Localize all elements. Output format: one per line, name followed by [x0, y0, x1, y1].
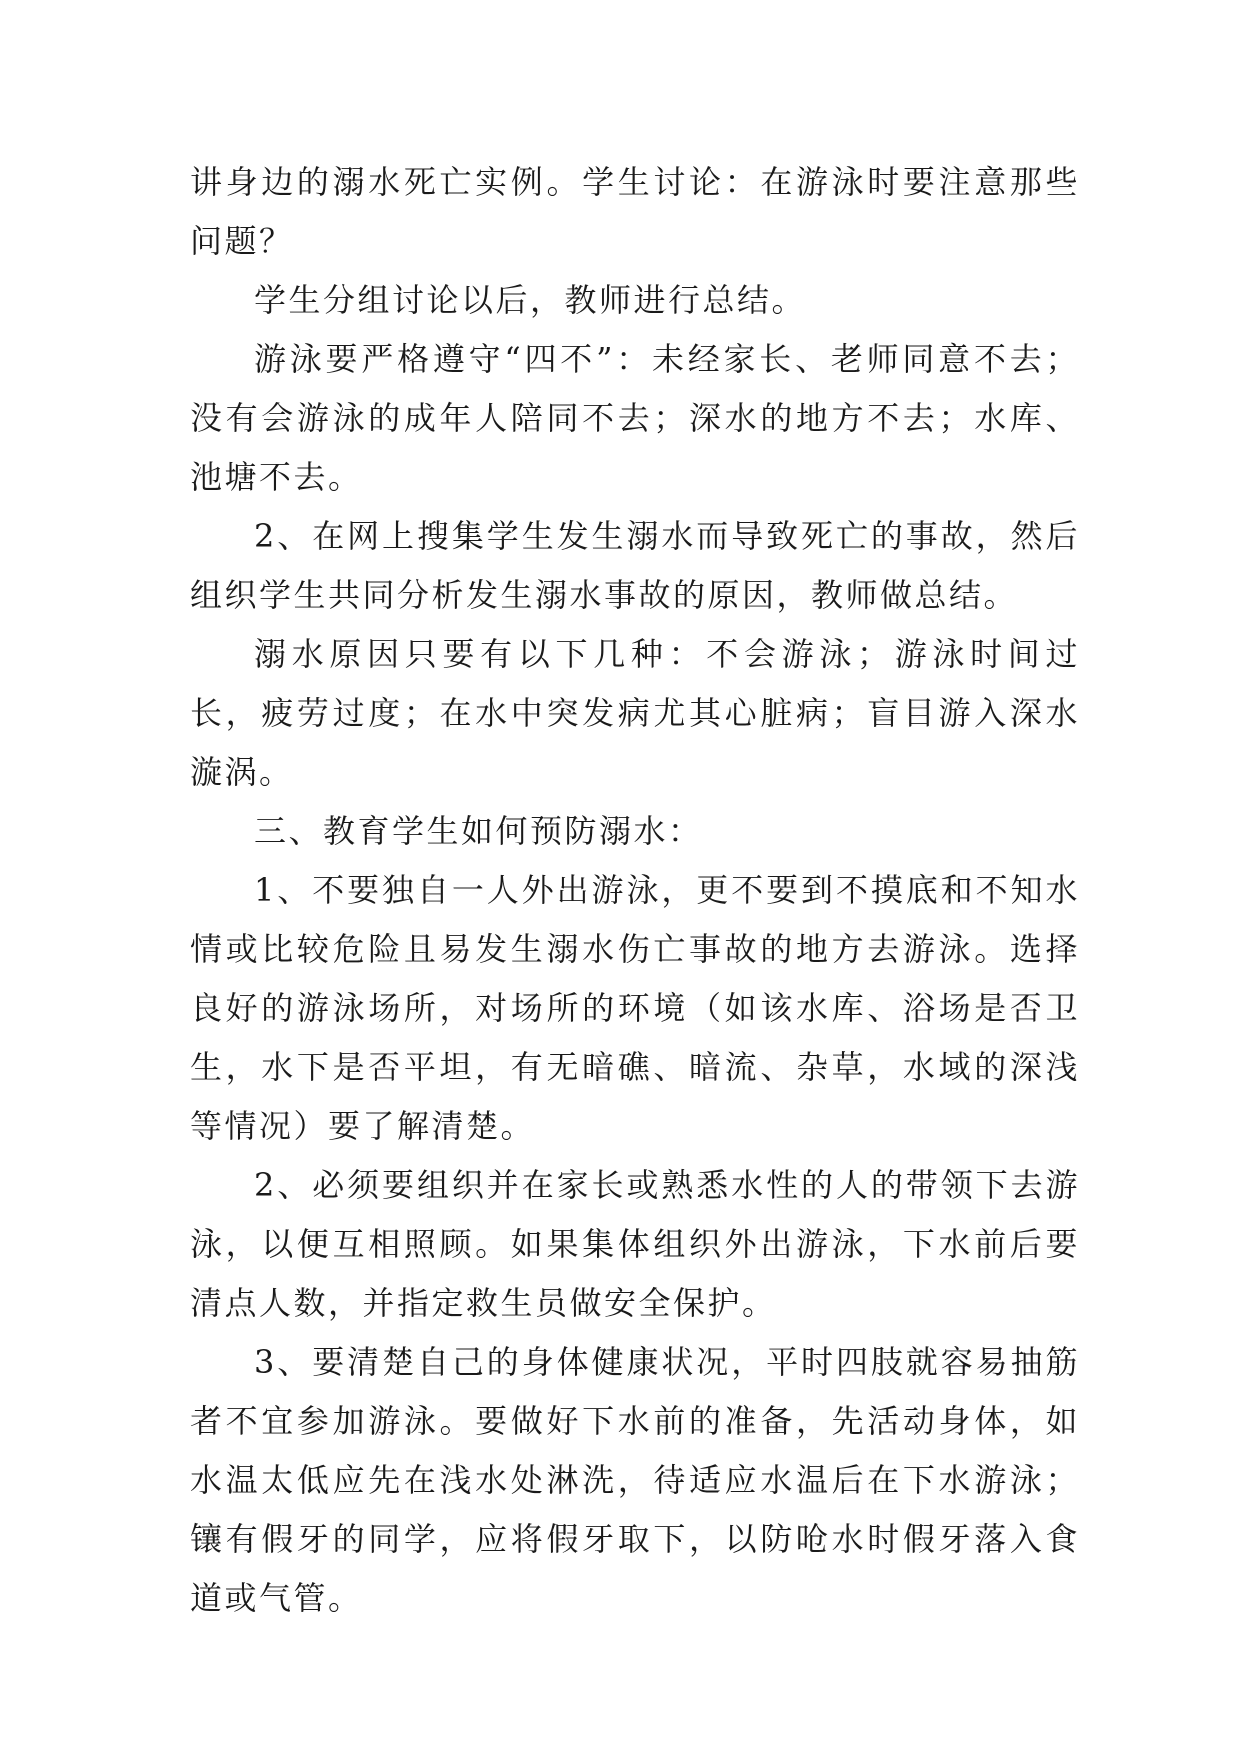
paragraph-5: 溺水原因只要有以下几种：不会游泳；游泳时间过长，疲劳过度；在水中突发病尤其心脏病；盲目游入深水漩涡。 [190, 635, 1080, 791]
section-heading: 三、教育学生如何预防溺水： [254, 812, 703, 850]
paragraph-3: 游泳要严格遵守“四不”：未经家长、老师同意不去；没有会游泳的成年人陪同不去；深水的地方不去；水库、池塘不去。 [190, 340, 1080, 496]
document-body [190, 153, 1080, 1628]
paragraph-8: 2、必须要组织并在家长或熟悉水性的人的带领下去游泳，以便互相照顾。如果集体组织外出游泳，下水前后要清点人数，并指定救生员做安全保护。 [190, 1166, 1080, 1322]
paragraph-4: 2、在网上搜集学生发生溺水而导致死亡的事故，然后组织学生共同分析发生溺水事故的原因，教师做总结。 [190, 517, 1080, 614]
paragraph-7: 1、不要独自一人外出游泳，更不要到不摸底和不知水情或比较危险且易发生溺水伤亡事故的地方去游泳。选择良好的游泳场所，对场所的环境（如该水库、浴场是否卫生，水下是否平坦，有无暗礁、暗流、杂草，水域的深浅等情况）要了解清楚。 [190, 871, 1080, 1145]
paragraph-1: 讲身边的溺水死亡实例。学生讨论：在游泳时要注意那些问题？ [190, 163, 1080, 260]
paragraph-9: 3、要清楚自己的身体健康状况，平时四肢就容易抽筋者不宜参加游泳。要做好下水前的准备，先活动身体，如水温太低应先在浅水处淋洗，待适应水温后在下水游泳；镶有假牙的同学，应将假牙取下，以防呛水时假牙落入食道或气管。 [190, 1343, 1080, 1617]
paragraph-2: 学生分组讨论以后，教师进行总结。 [254, 281, 807, 319]
